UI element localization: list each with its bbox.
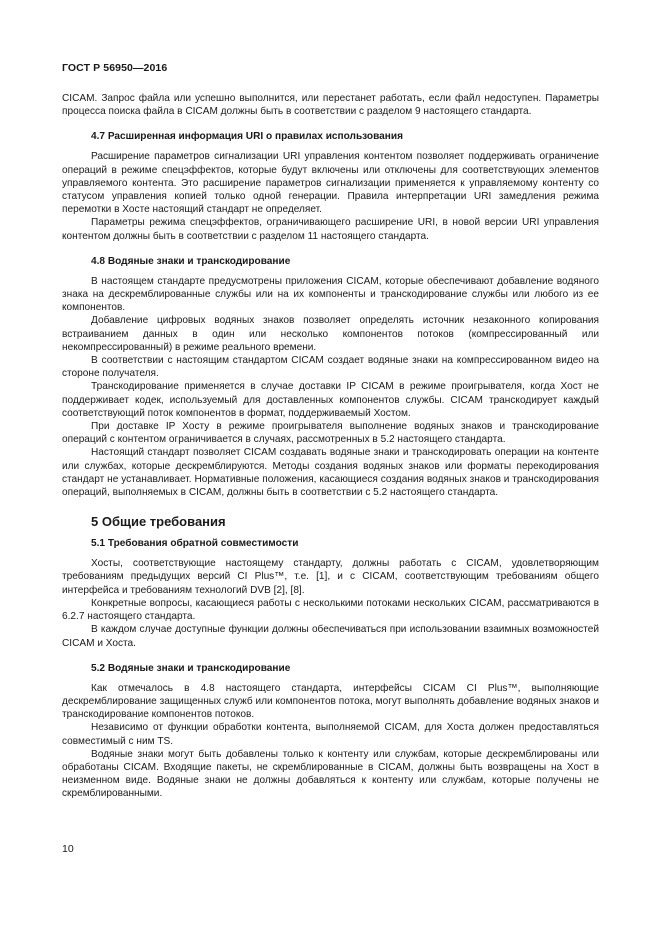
section-4-8-paragraph: Добавление цифровых водяных знаков позволяет определять источник незаконного копирования встраиванием данных в один или несколько компонентов потоков (компрессированный или некомпрессированный) в режиме реального времени.: [62, 315, 599, 353]
section-4-8-paragraph: Транскодирование применяется в случае доставки IP CICAM в режиме проигрывателя, когда Хост не поддерживает кодек, используемый для доставленных компонентов службы. CICAM транскодирует каждый соответствующий поток компонентов в формат, поддерживаемый Хостом.: [62, 381, 599, 419]
section-4-8-paragraph: Настоящий стандарт позволяет CICAM создавать водяные знаки и транскодировать операции на контенте или службах, которые дескремблируются. Методы создания водяных знаков или форматы перекодирования стандарт не устанавливает. Нормативные положения, касающиеся создания водяных знаков и транскодирования операций, выполняемых в CICAM, должны быть в соответствии с 5.2 настоящего стандарта.: [62, 447, 599, 499]
section-5-1-paragraph: В каждом случае доступные функции должны обеспечиваться при использовании взаимных возможностей CICAM и Хоста.: [62, 624, 599, 649]
page-body: [62, 92, 599, 801]
section-5-1-paragraph: Хосты, соответствующие настоящему стандарту, должны работать с CICAM, удовлетворяющим требованиям предыдущих версий CI Plus™, т.е. [1], и с CICAM, соответствующим требованиям общего интерфейса и требованиям технологий DVB [2], [8].: [62, 558, 599, 596]
section-4-8-paragraph: В соответствии с настоящим стандартом CICAM создает водяные знаки на компрессированном видео на стороне получателя.: [62, 355, 599, 380]
section-5-2-heading: 5.2 Водяные знаки и транскодирование: [91, 662, 291, 674]
section-4-8-paragraph: В настоящем стандарте предусмотрены приложения CICAM, которые обеспечивают добавление водяного знака на дескремблированные службы или на их компоненты и транскодирование службы или любого из ее компонентов.: [62, 275, 599, 314]
section-4-7-heading: 4.7 Расширенная информация URI о правилах использования: [91, 131, 403, 143]
section-5-2-paragraph: Независимо от функции обработки контента, выполняемой CICAM, для Хоста должен предоставляться совместимый с ним TS.: [62, 722, 599, 747]
section-5-2-paragraph: Как отмечалось в 4.8 настоящего стандарта, интерфейсы CICAM CI Plus™, выполняющие дескремблирование защищенных служб или компонентов потока, могут выполнять добавление водяных знаков и транскодирование компонентов потоков.: [62, 682, 599, 721]
intro-paragraph: CICAM. Запрос файла или успешно выполнится, или перестанет работать, если файл недоступен. Параметры процесса поиска файла в CICAM должны быть в соответствии с разделом 9 настоящего стандарта.: [62, 93, 599, 118]
standard-header: ГОСТ Р 56950—2016: [62, 62, 168, 74]
section-4-8-paragraph: При доставке IP Хосту в режиме проигрывателя выполнение водяных знаков и транскодирование операций с контентом ограничивается в случаях, рассмотренных в 5.2 настоящего стандарта.: [62, 421, 599, 446]
page-number: 10: [62, 843, 74, 855]
section-4-8-heading: 4.8 Водяные знаки и транскодирование: [91, 255, 291, 267]
section-5-2-paragraph: Водяные знаки могут быть добавлены только к контенту или службам, которые дескремблированы или обработаны CICAM. Входящие пакеты, не скремблированные в CICAM, должны быть возвращены на Хост в неизменном виде. Водяные знаки не должны добавляться к контенту или службам, которые получены не скремблированными.: [62, 748, 599, 800]
section-4-7-paragraph: Расширение параметров сигнализации URI управления контентом позволяет поддерживать ограничение операций в режиме спецэффектов, которые будут включены или отключены для соответствующих элементов управляемого контента. Это расширение параметров сигнализации применяется к управляемому контенту со статусом управления копией только одной генерации. Правила интерпретации URI замедления режима перемотки в Хосте настоящий стандарт не определяет.: [62, 151, 599, 216]
section-5-heading: 5 Общие требования: [91, 514, 226, 530]
section-5-1-heading: 5.1 Требования обратной совместимости: [91, 538, 299, 550]
section-5-1-paragraph: Конкретные вопросы, касающиеся работы с несколькими потоками нескольких CICAM, рассматриваются в 6.2.7 настоящего стандарта.: [62, 597, 599, 623]
section-4-7-paragraph: Параметры режима спецэффектов, ограничивающего расширение URI, в новой версии URI управления контентом должны быть в соответствии с разделом 11 настоящего стандарта.: [62, 217, 599, 242]
